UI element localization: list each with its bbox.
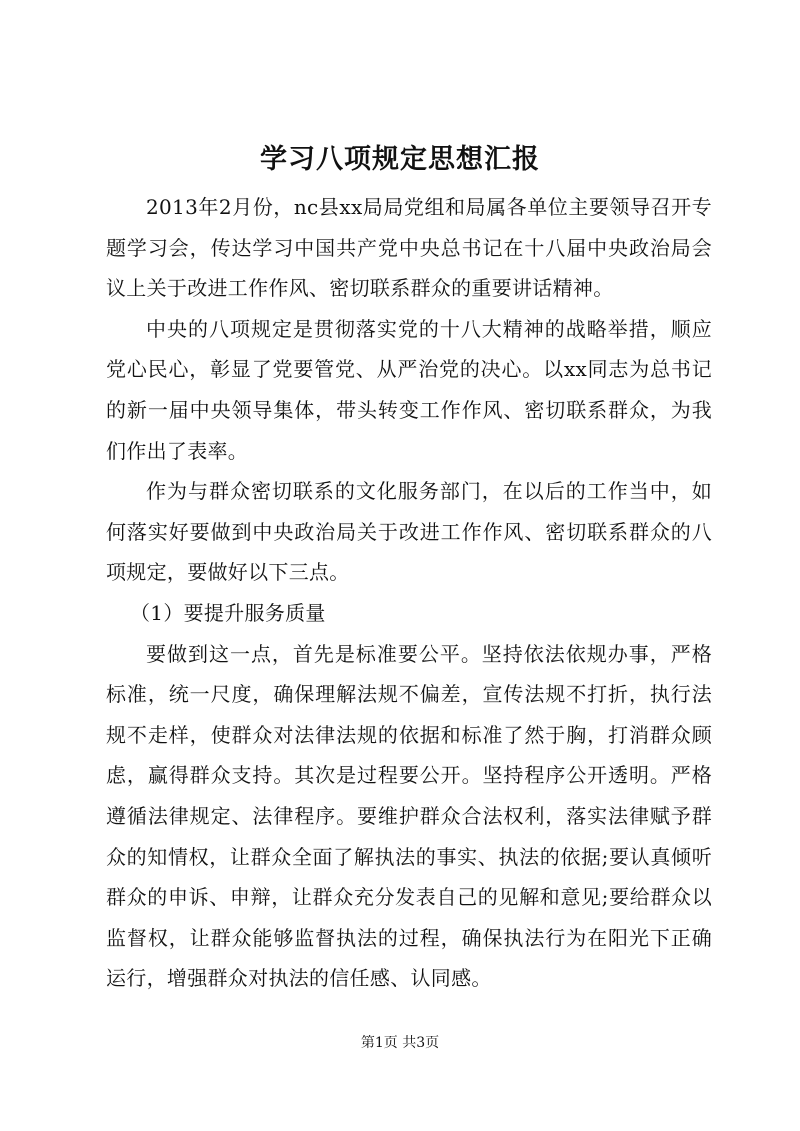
- paragraph-1: 2013年2月份，nc县xx局局党组和局属各单位主要领导召开专题学习会，传达学习中国共产党中央总书记在十八届中央政治局会议上关于改进工作作风、密切联系群众的重要讲话精神。: [106, 195, 712, 301]
- section-heading: （1）要提升服务质量: [130, 600, 326, 625]
- document-body: [106, 187, 712, 999]
- page-footer: 第1页 共3页: [360, 1035, 440, 1051]
- document-title: 学习八项规定思想汇报: [260, 144, 540, 175]
- paragraph-3: 作为与群众密切联系的文化服务部门，在以后的工作当中，如何落实好要做到中央政治局关于改进工作作风、密切联系群众的八项规定，要做好以下三点。: [106, 479, 712, 585]
- section-paragraph: 要做到这一点，首先是标准要公平。坚持依法依规办事，严格标准，统一尺度，确保理解法规不偏差，宣传法规不打折，执行法规不走样，使群众对法律法规的依据和标准了然于胸，打消群众顾虑，赢得群众支持。其次是过程要公开。坚持程序公开透明。严格遵循法律规定、法律程序。要维护群众合法权利，落实法律赋予群众的知情权，让群众全面了解执法的事实、执法的依据;要认真倾听群众的申诉、申辩，让群众充分发表自己的见解和意见;要给群众以监督权，让群众能够监督执法的过程，确保执法行为在阳光下正确运行，增强群众对执法的信任感、认同感。: [106, 641, 712, 991]
- paragraph-2: 中央的八项规定是贯彻落实党的十八大精神的战略举措，顺应党心民心，彰显了党要管党、从严治党的决心。以xx同志为总书记的新一届中央领导集体，带头转变工作作风、密切联系群众，为我们作出了表率。: [106, 316, 712, 463]
